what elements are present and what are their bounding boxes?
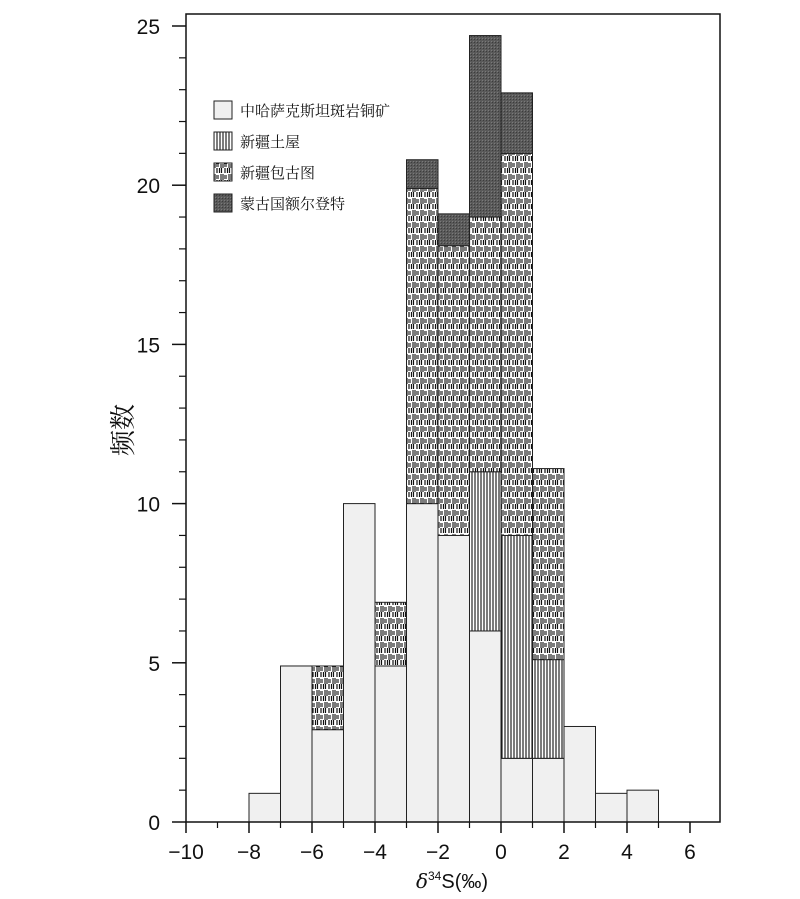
bar-dark-7	[438, 214, 470, 246]
x-tick-label-1: −8	[237, 841, 261, 864]
x-tick-label-7: 4	[621, 841, 633, 864]
bar-extra-0	[344, 504, 376, 822]
legend	[214, 101, 390, 213]
y-tick-label-2: 10	[136, 493, 160, 517]
x-tick-label-3: −4	[363, 841, 387, 864]
x-tick-label-0: −10	[168, 841, 204, 864]
bar-dark-6	[407, 160, 439, 189]
y-tick-label-5: 25	[136, 16, 160, 39]
bar-hatch-7	[438, 246, 470, 536]
y-axis	[137, 16, 186, 835]
bar-hatch-10	[533, 469, 565, 660]
bar-vertical-9	[501, 535, 533, 758]
bar-hatch-8	[470, 217, 502, 472]
bar-light-8	[470, 631, 502, 822]
legend-label-2: 新疆包古图	[240, 164, 316, 182]
legend-swatch-2	[214, 163, 232, 181]
bar-light-11	[564, 726, 596, 822]
bar-light-9	[501, 758, 533, 822]
bar-dark-8	[470, 36, 502, 217]
bar-light-6	[407, 504, 439, 822]
bars-layer	[249, 36, 659, 822]
bar-light-1	[249, 793, 281, 822]
bar-light-13	[627, 790, 659, 822]
legend-swatch-0	[214, 101, 232, 119]
y-tick-label-3: 15	[136, 334, 160, 358]
bar-light-12	[596, 793, 628, 822]
bar-light-2	[281, 666, 313, 822]
bar-dark-9	[501, 93, 533, 153]
y-axis-label: 频数	[109, 403, 139, 457]
x-tick-label-4: −2	[426, 841, 450, 864]
bar-light-7	[438, 535, 470, 822]
bar-light-5	[375, 666, 407, 822]
bar-vertical-10	[533, 660, 565, 759]
x-axis-label-superscript: 34	[428, 869, 442, 883]
bar-hatch-9	[501, 153, 533, 535]
y-tick-label-1: 5	[148, 652, 160, 676]
x-axis	[168, 822, 696, 864]
x-tick-label-6: 2	[558, 841, 570, 864]
bar-light-10	[533, 758, 565, 822]
legend-label-3: 蒙古国额尔登特	[240, 195, 346, 213]
x-axis-label-rest: S(‰)	[441, 871, 489, 893]
x-axis-label-delta: δ	[415, 869, 429, 893]
bar-hatch-3	[312, 666, 344, 730]
legend-label-0: 中哈萨克斯坦斑岩铜矿	[240, 102, 391, 120]
x-tick-label-8: 6	[684, 841, 696, 864]
x-tick-label-5: 0	[495, 841, 507, 864]
legend-swatch-3	[214, 194, 232, 212]
bar-vertical-8	[470, 472, 502, 631]
y-tick-label-4: 20	[136, 175, 160, 199]
legend-swatch-1	[214, 132, 232, 150]
legend-label-1: 新疆土屋	[240, 133, 301, 151]
bar-hatch-5	[375, 602, 407, 666]
x-axis-label	[416, 869, 488, 893]
bar-hatch-6	[407, 188, 439, 503]
bar-light-3	[312, 730, 344, 822]
x-tick-label-2: −6	[300, 841, 324, 864]
y-tick-label-0: 0	[148, 812, 160, 835]
